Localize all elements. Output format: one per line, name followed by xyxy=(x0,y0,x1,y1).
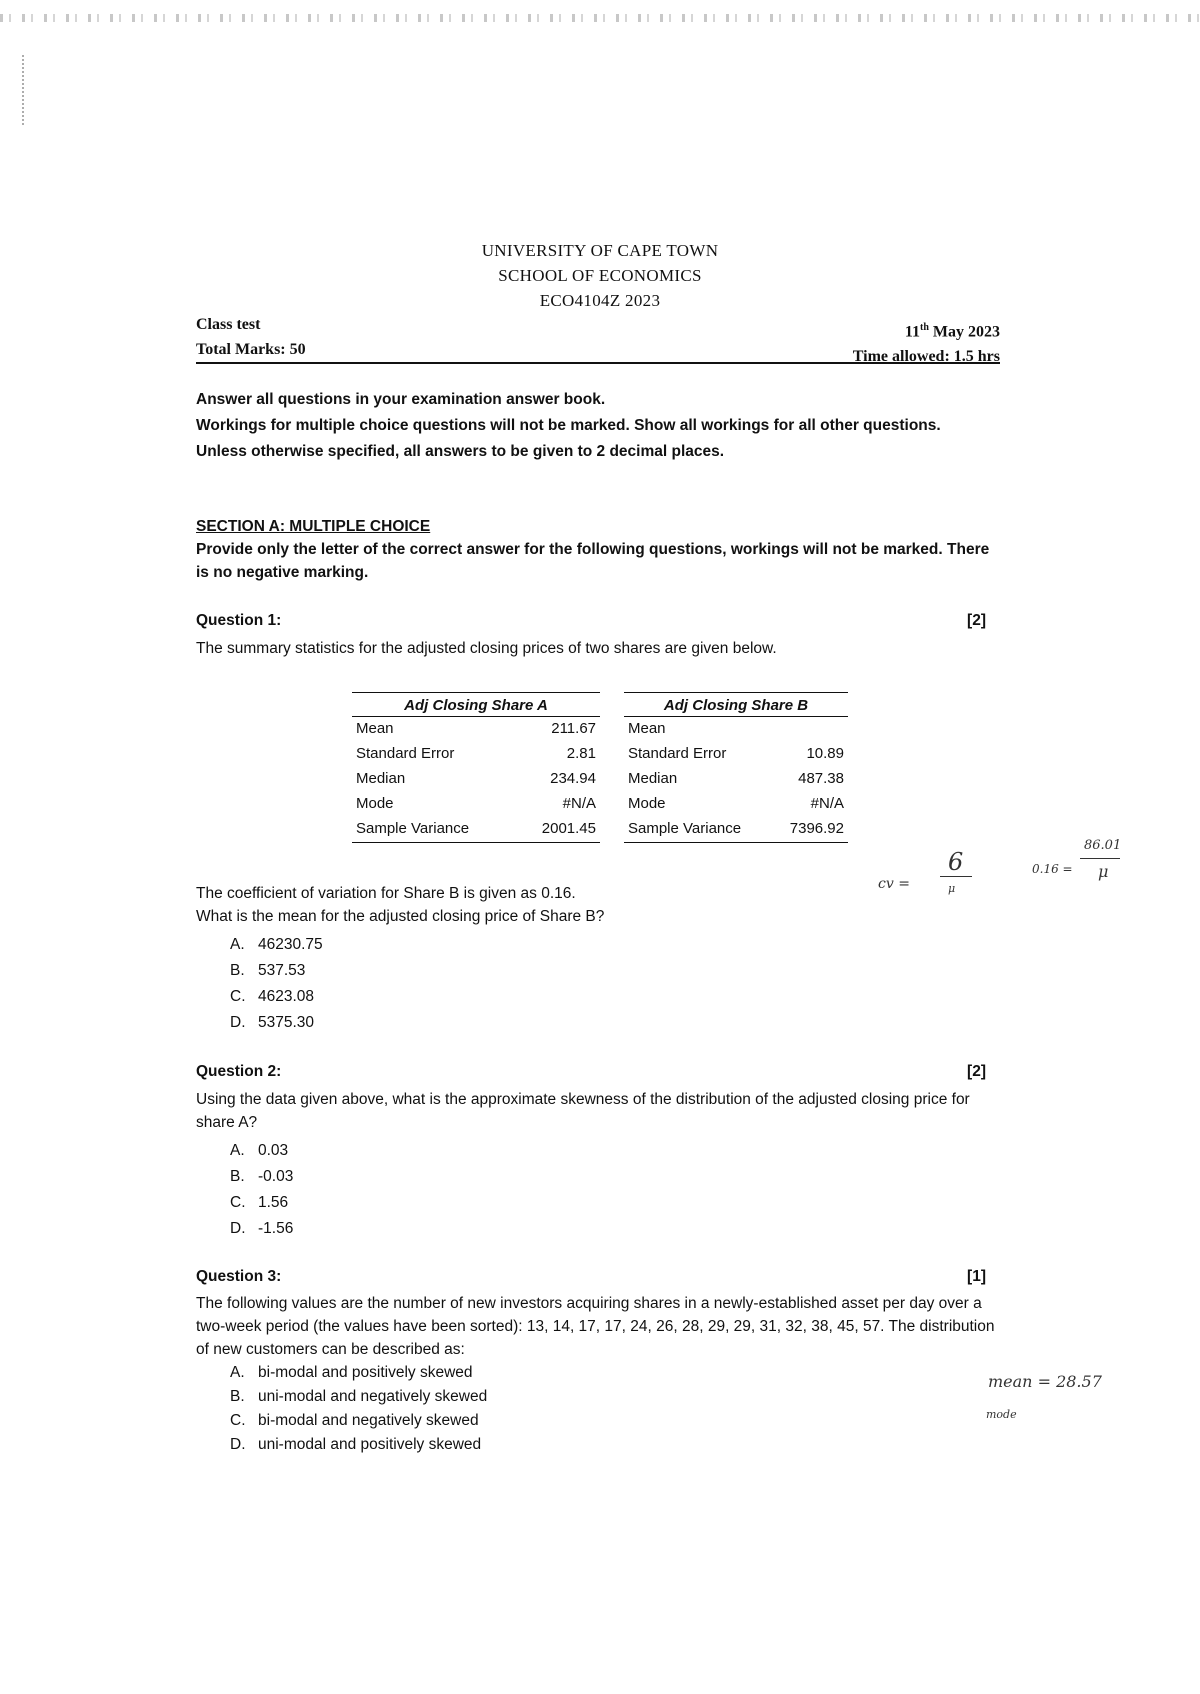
option-letter: A. xyxy=(230,1364,245,1381)
table-row xyxy=(352,742,600,767)
option-c xyxy=(230,1190,998,1216)
option-text: 0.03 xyxy=(258,1142,289,1159)
header-divider xyxy=(196,362,1000,364)
table-row xyxy=(352,767,600,792)
table-row xyxy=(352,717,600,743)
stat-label: Sample Variance xyxy=(352,817,516,843)
question-3-text: The following values are the number of new investors acquiring shares in a newly-established asset per day over a two-week period (the values have been sorted): 13, 14, 17, 17, 24, 26, 28, 29, 29, 31, 32, 38, 45, 57. The distribution of new customers can be described as: xyxy=(196,1295,995,1358)
option-a xyxy=(230,1361,1004,1385)
question-1-marks: [2] xyxy=(967,612,986,629)
stat-label: Mode xyxy=(356,795,394,812)
stat-value: 211.67 xyxy=(551,720,596,737)
option-text: 1.56 xyxy=(258,1194,289,1211)
handwritten-ratio-line xyxy=(1080,858,1120,859)
stat-label: Standard Error xyxy=(628,745,727,762)
table-row xyxy=(352,817,600,843)
option-text: 537.53 xyxy=(258,962,306,979)
option-d xyxy=(230,1216,998,1242)
total-marks: Total Marks: 50 xyxy=(196,341,306,358)
stat-value xyxy=(772,717,848,743)
option-c xyxy=(230,1409,1004,1433)
stat-label: Mean xyxy=(356,720,394,737)
share-b-heading: Adj Closing Share B xyxy=(624,693,848,717)
option-letter: D. xyxy=(230,1220,246,1237)
stat-label: Mean xyxy=(628,720,666,737)
option-letter: D. xyxy=(230,1014,246,1031)
question-3-header xyxy=(196,1268,986,1286)
handwritten-ratio-denominator: μ xyxy=(1098,862,1109,881)
question-1-cv-statement: The coefficient of variation for Share B is given as 0.16. xyxy=(196,885,576,902)
option-letter: B. xyxy=(230,1388,245,1405)
exam-header xyxy=(0,238,1200,313)
test-type: Class test xyxy=(196,316,261,333)
option-text: -1.56 xyxy=(258,1220,294,1237)
option-letter: B. xyxy=(230,1168,245,1185)
question-1-followup xyxy=(196,882,1006,1036)
share-b-stats-table xyxy=(624,692,848,843)
option-text: uni-modal and positively skewed xyxy=(258,1436,482,1453)
option-d xyxy=(230,1010,1006,1036)
date-rest: May 2023 xyxy=(928,323,1000,341)
date-day: 11 xyxy=(904,323,920,341)
stat-value: 234.94 xyxy=(550,770,596,787)
question-3-options xyxy=(230,1361,1004,1457)
option-text: bi-modal and positively skewed xyxy=(258,1364,473,1381)
instructions xyxy=(196,388,1006,466)
option-text: 5375.30 xyxy=(258,1014,315,1031)
section-title: SECTION A: MULTIPLE CHOICE xyxy=(196,518,431,535)
option-letter: B. xyxy=(230,962,245,979)
table-row xyxy=(624,792,848,817)
share-a-stats-table xyxy=(352,692,600,843)
option-text: uni-modal and negatively skewed xyxy=(258,1388,488,1405)
scan-noise xyxy=(0,14,1200,22)
section-instruction: Provide only the letter of the correct answer for the following questions, workings will not be marked. There is no negative marking. xyxy=(196,541,990,581)
stat-label: Sample Variance xyxy=(624,817,772,843)
stat-value: 2001.45 xyxy=(516,817,600,843)
option-letter: D. xyxy=(230,1436,246,1453)
option-text: 46230.75 xyxy=(258,936,323,953)
option-text: 4623.08 xyxy=(258,988,315,1005)
instruction-1: Answer all questions in your examination answer book. xyxy=(196,391,606,408)
option-text: bi-modal and negatively skewed xyxy=(258,1412,479,1429)
handwritten-ratio-left: 0.16 = xyxy=(1032,862,1073,876)
question-1-label: Question 1: xyxy=(196,612,282,629)
stat-value: #N/A xyxy=(562,795,596,812)
table-row xyxy=(624,767,848,792)
stat-value: 487.38 xyxy=(798,770,844,787)
question-3-body xyxy=(196,1292,1004,1457)
option-letter: C. xyxy=(230,1412,246,1429)
table-row xyxy=(624,817,848,843)
section-a xyxy=(196,515,1006,584)
handwritten-mean-note: mean = 28.57 xyxy=(988,1372,1102,1391)
exam-meta-left xyxy=(196,312,306,362)
handwritten-cv-label: cv = xyxy=(878,876,910,892)
option-a xyxy=(230,932,1006,958)
question-1-text: The summary statistics for the adjusted closing prices of two shares are given below. xyxy=(196,640,777,657)
handwritten-cv-denominator: μ xyxy=(948,882,956,895)
option-b xyxy=(230,958,1006,984)
instruction-3: Unless otherwise specified, all answers to be given to 2 decimal places. xyxy=(196,443,725,460)
time-allowed: Time allowed: 1.5 hrs xyxy=(852,348,1000,366)
stat-label: Median xyxy=(356,770,406,787)
question-2-options xyxy=(230,1138,998,1242)
question-2-header xyxy=(196,1063,986,1081)
option-a xyxy=(230,1138,998,1164)
stat-label: Median xyxy=(628,770,678,787)
question-3-label: Question 3: xyxy=(196,1268,282,1285)
question-1-header xyxy=(196,612,986,630)
option-c xyxy=(230,984,1006,1010)
date-suffix: th xyxy=(919,322,929,333)
handwritten-fraction-line xyxy=(940,876,972,877)
university-name: UNIVERSITY OF CAPE TOWN xyxy=(481,241,719,260)
stat-label: Standard Error xyxy=(356,745,455,762)
exam-date xyxy=(853,315,1000,344)
option-text: -0.03 xyxy=(258,1168,294,1185)
option-letter: A. xyxy=(230,1142,245,1159)
course-code: ECO4104Z 2023 xyxy=(539,291,661,310)
option-d xyxy=(230,1433,1004,1457)
stat-value: #N/A xyxy=(810,795,844,812)
table-row xyxy=(624,742,848,767)
question-2-marks: [2] xyxy=(967,1063,986,1080)
stat-value: 2.81 xyxy=(566,745,596,762)
table-row xyxy=(624,717,848,743)
option-b xyxy=(230,1164,998,1190)
question-2-label: Question 2: xyxy=(196,1063,282,1080)
question-1-options xyxy=(230,932,1006,1036)
instruction-2: Workings for multiple choice questions will not be marked. Show all workings for all other questions. xyxy=(196,417,941,434)
option-letter: C. xyxy=(230,988,246,1005)
handwritten-cv-numerator: 6 xyxy=(948,848,964,876)
stat-value: 7396.92 xyxy=(772,817,848,843)
table-row xyxy=(352,792,600,817)
option-letter: A. xyxy=(230,936,245,953)
question-3-marks: [1] xyxy=(967,1268,986,1285)
handwritten-ratio-numerator: 86.01 xyxy=(1084,838,1122,853)
option-b xyxy=(230,1385,1004,1409)
stat-label: Mode xyxy=(628,795,666,812)
question-1-prompt: What is the mean for the adjusted closing price of Share B? xyxy=(196,908,605,925)
question-2-body xyxy=(196,1088,998,1242)
margin-specks xyxy=(22,55,30,125)
handwritten-mode-note: mode xyxy=(986,1408,1017,1421)
question-2-text: Using the data given above, what is the approximate skewness of the distribution of the adjusted closing price for share A? xyxy=(196,1091,970,1131)
share-a-heading: Adj Closing Share A xyxy=(352,693,600,717)
stat-value: 10.89 xyxy=(806,745,844,762)
option-letter: C. xyxy=(230,1194,246,1211)
school-name: SCHOOL OF ECONOMICS xyxy=(498,266,702,285)
